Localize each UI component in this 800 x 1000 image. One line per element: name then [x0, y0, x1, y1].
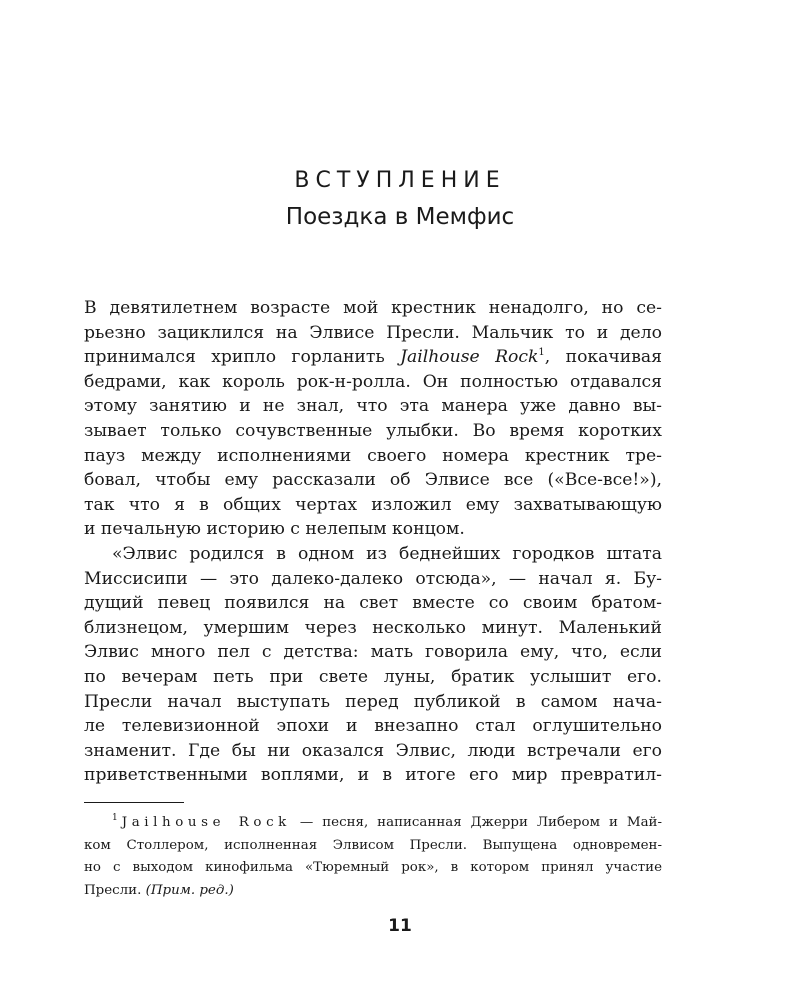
footnote-line: ком Столлером, исполненная Элвисом Пресли. Выпущена одновремен-: [84, 837, 662, 853]
chapter-label: ВСТУПЛЕНИЕ: [294, 168, 506, 193]
text-line: так что я в общих чертах изложил ему захватывающую: [84, 494, 662, 515]
text-fragment: принимался хрипло горланить: [84, 347, 401, 368]
text-line: [84, 345, 662, 370]
footnote: [84, 812, 662, 902]
footnote-song-title: Jailhouse Rock: [121, 815, 291, 830]
text-line: В девятилетнем возрасте мой крестник ненадолго, но се-: [84, 298, 662, 318]
footnote-mark: 1: [112, 813, 118, 823]
editor-note: (Прим. ред.): [145, 882, 234, 898]
text-line: бедрами, как король рок-н-ролла. Он полностью отдавался: [84, 371, 662, 392]
text-line: этому занятию и не знал, что эта манера уже давно вы-: [84, 396, 662, 417]
text-fragment: — песня, написанная Джерри Либером и Май-: [290, 815, 662, 830]
text-line: «Элвис родился в одном из беднейших городков штата: [112, 543, 662, 564]
text-line: Элвис много пел с детства: мать говорила ему, что, если: [84, 642, 662, 663]
text-line: рьезно зациклился на Элвисе Пресли. Мальчик то и дело: [84, 322, 662, 343]
text-line: бовал, чтобы ему рассказали об Элвисе все («Все-все!»),: [84, 470, 662, 491]
text-line: близнецом, умершим через несколько минут. Маленький: [84, 617, 662, 638]
footnote-divider: [84, 802, 184, 803]
text-line: зывает только сочувственные улыбки. Во время коротких: [84, 420, 662, 441]
text-line: дущий певец появился на свет вместе со своим братом-: [84, 593, 662, 614]
text-line: приветственными воплями, и в итоге его мир превратил-: [84, 765, 662, 786]
song-title: Jailhouse Rock: [400, 347, 539, 368]
footnote-reference[interactable]: 1: [538, 347, 545, 359]
footnote-line: [84, 812, 662, 835]
text-line: ле телевизионной эпохи и внезапно стал оглушительно: [84, 716, 662, 737]
footnote-line: [84, 880, 662, 903]
paragraph-2: [84, 542, 662, 788]
body-text: [84, 296, 662, 788]
text-line: знаменит. Где бы ни оказался Элвис, люди встречали его: [84, 740, 662, 761]
text-line: Миссисипи — это далеко-далеко отсюда», — начал я. Бу-: [84, 568, 662, 589]
text-fragment: Пресли.: [84, 882, 146, 898]
text-fragment: , покачивая: [544, 347, 663, 368]
page-number: 11: [388, 916, 412, 936]
text-line: по вечерам петь при свете луны, братик услышит его.: [84, 666, 662, 687]
footnote-line: но с выходом кинофильма «Тюремный рок», в котором принял участие: [84, 860, 662, 876]
text-line: и печальную историю с нелепым концом.: [84, 519, 465, 540]
chapter-title: Поездка в Мемфис: [285, 204, 515, 230]
paragraph-1: [84, 296, 662, 542]
text-line: пауз между исполнениями своего номера крестник тре-: [84, 445, 662, 466]
text-line: Пресли начал выступать перед публикой в самом нача-: [84, 691, 662, 712]
